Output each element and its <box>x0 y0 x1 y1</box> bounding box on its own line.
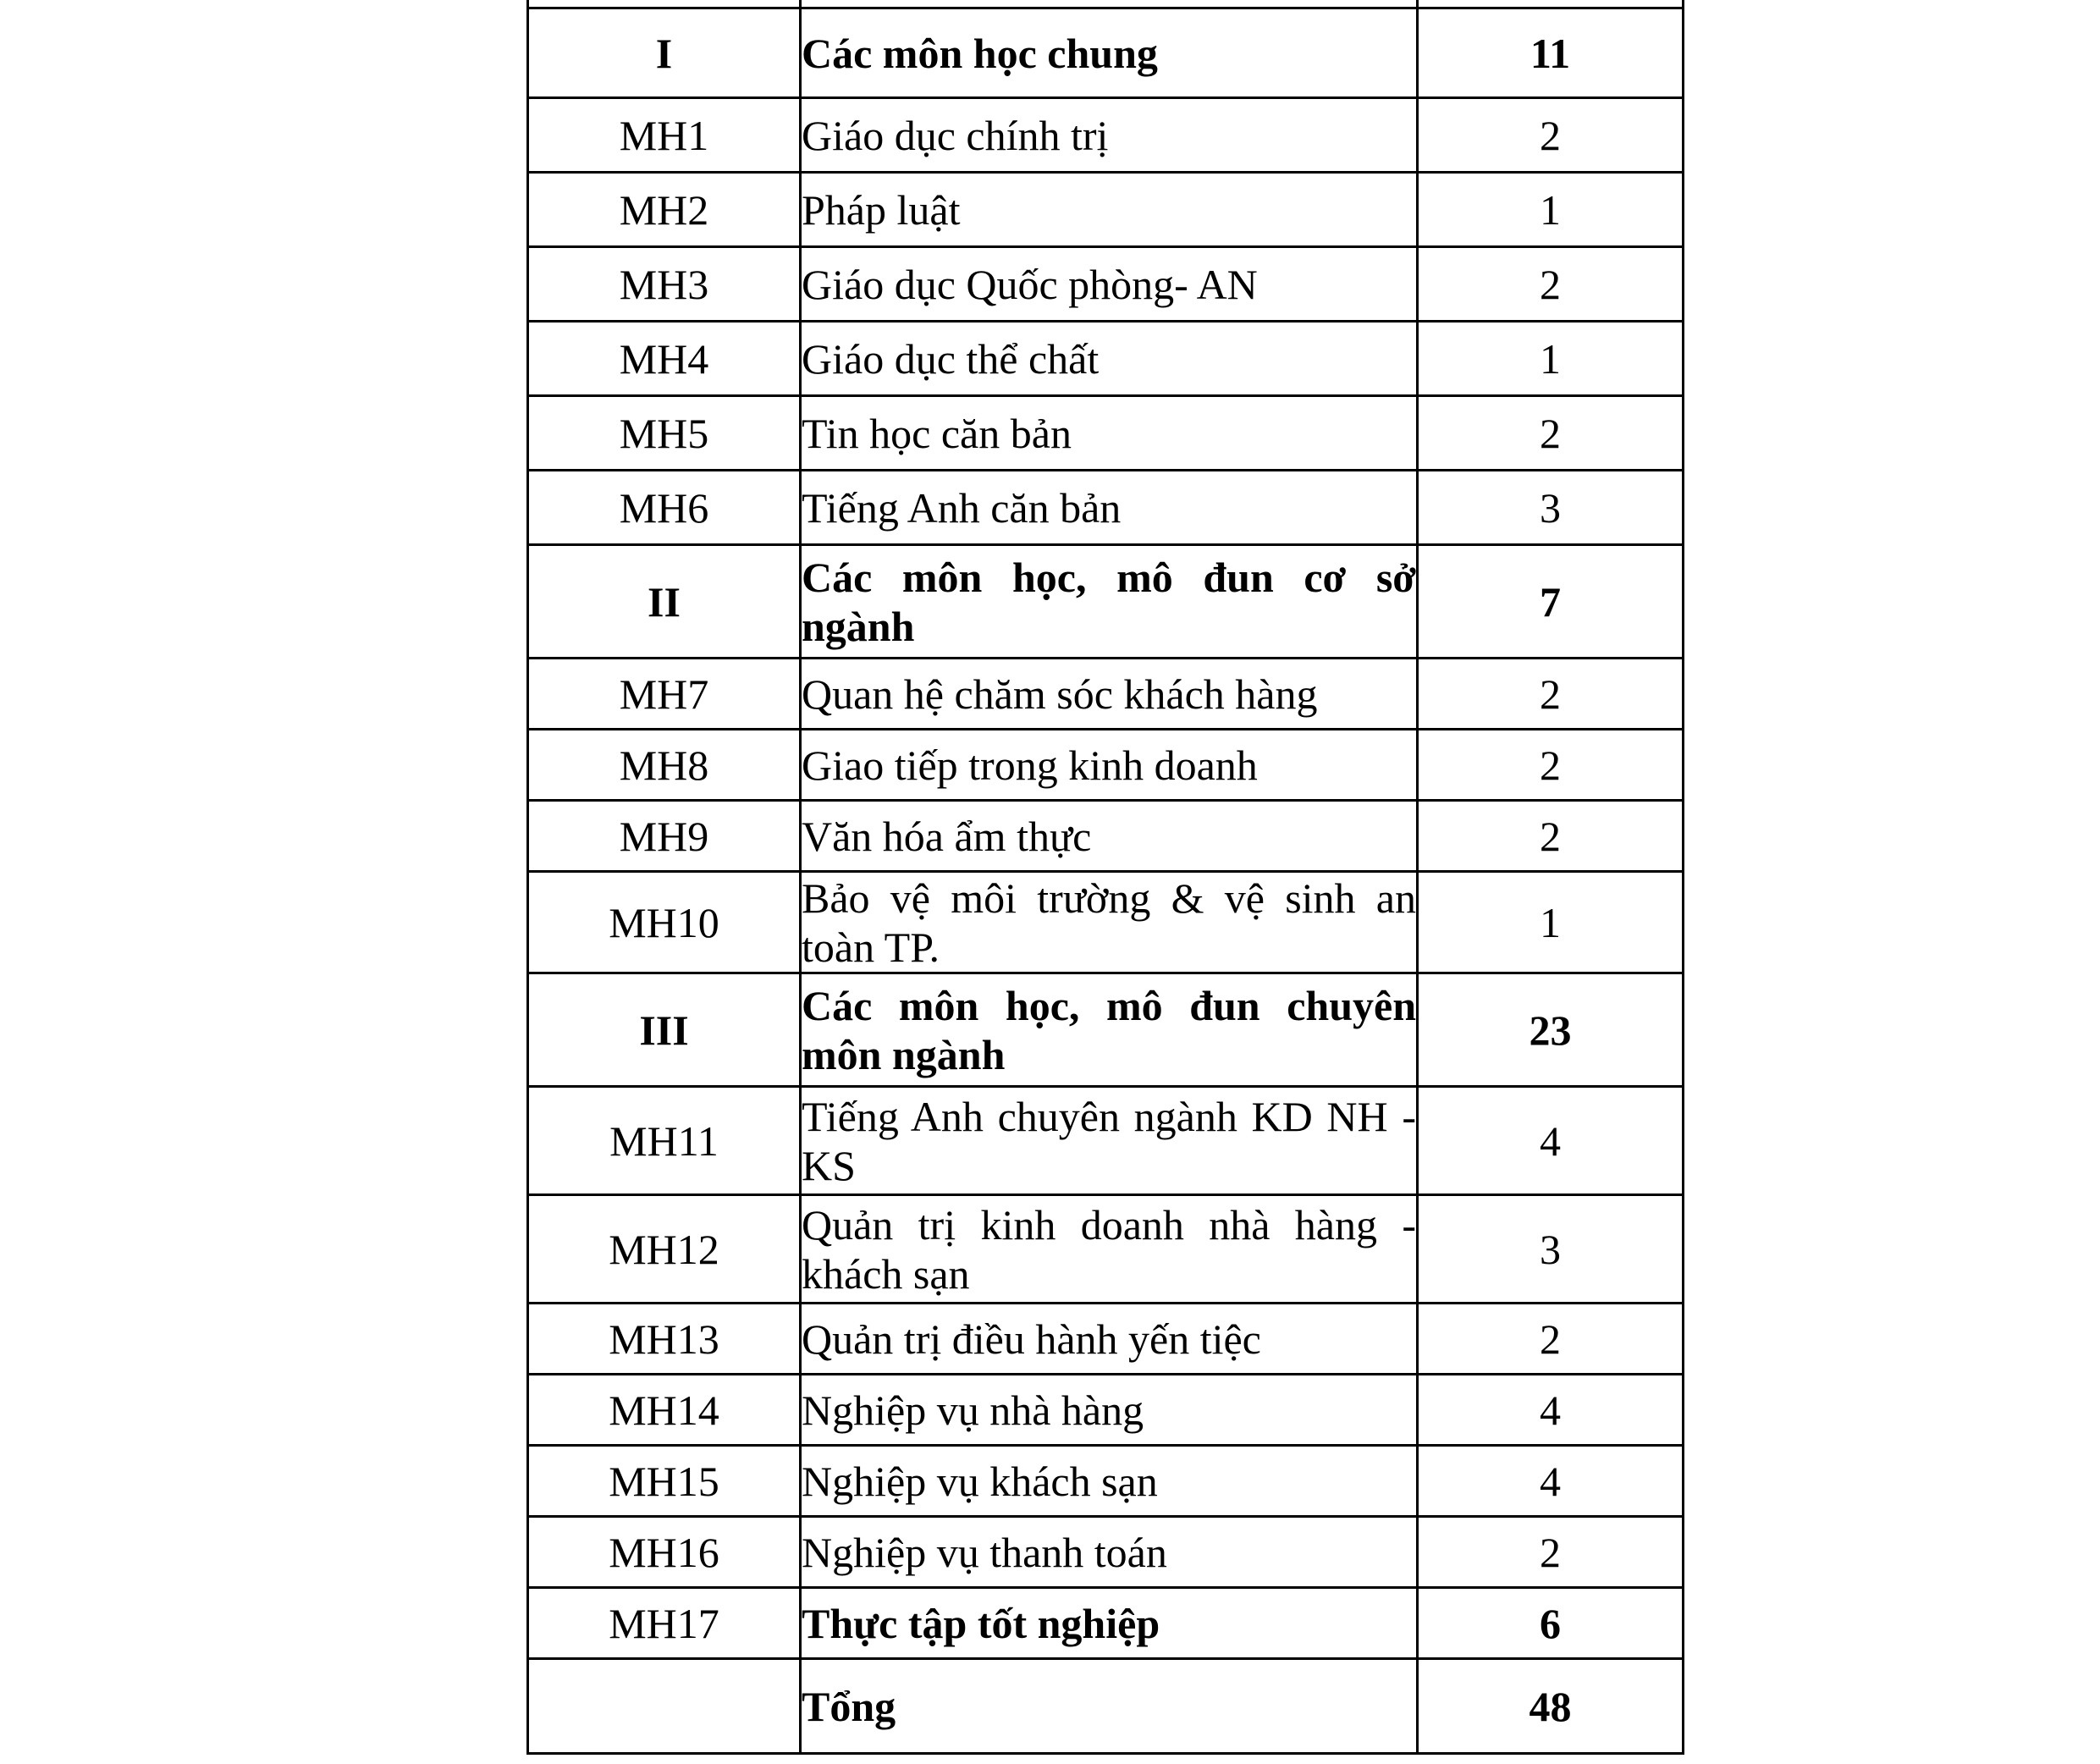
group-credits: 7 <box>1418 545 1684 659</box>
table-row <box>528 247 1684 322</box>
row-code: MH7 <box>528 659 801 730</box>
row-name: Nghiệp vụ thanh toán <box>801 1517 1418 1588</box>
group-row-i <box>528 8 1684 98</box>
row-code: MH4 <box>528 322 801 396</box>
row-name: Quan hệ chăm sóc khách hàng <box>801 659 1418 730</box>
table-row <box>528 98 1684 173</box>
row-credits: 2 <box>1418 247 1684 322</box>
row-name: Giáo dục chính trị <box>801 98 1418 173</box>
curriculum-table <box>526 0 1684 1755</box>
row-name: Giao tiếp trong kinh doanh <box>801 730 1418 801</box>
group-row-ii <box>528 545 1684 659</box>
row-code: MH17 <box>528 1588 801 1659</box>
row-credits: 3 <box>1418 1195 1684 1304</box>
row-credits: 2 <box>1418 1304 1684 1375</box>
group-credits: 23 <box>1418 973 1684 1087</box>
row-code <box>528 0 801 8</box>
row-code: MH3 <box>528 247 801 322</box>
group-code: III <box>528 973 801 1087</box>
row-code: MH11 <box>528 1087 801 1195</box>
row-credits: 2 <box>1418 1517 1684 1588</box>
row-code: MH6 <box>528 471 801 545</box>
table-row <box>528 1375 1684 1446</box>
row-name: Tiếng Anh căn bản <box>801 471 1418 545</box>
group-row-iii <box>528 973 1684 1087</box>
row-code: MH16 <box>528 1517 801 1588</box>
row-credits: 3 <box>1418 471 1684 545</box>
row-code: MH1 <box>528 98 801 173</box>
row-credits: 2 <box>1418 396 1684 471</box>
row-name: Thực tập tốt nghiệp <box>801 1588 1418 1659</box>
row-name: Pháp luật <box>801 173 1418 247</box>
row-code: MH10 <box>528 872 801 973</box>
table-row <box>528 471 1684 545</box>
table-row <box>528 173 1684 247</box>
row-credits: 4 <box>1418 1375 1684 1446</box>
table-row <box>528 396 1684 471</box>
table-row <box>528 1517 1684 1588</box>
row-code: MH15 <box>528 1446 801 1517</box>
row-credits: 4 <box>1418 1087 1684 1195</box>
total-code <box>528 1659 801 1754</box>
table-row <box>528 1087 1684 1195</box>
row-credits: 1 <box>1418 173 1684 247</box>
row-name: Quản trị điều hành yến tiệc <box>801 1304 1418 1375</box>
row-credits: 1 <box>1418 322 1684 396</box>
row-credits: 1 <box>1418 872 1684 973</box>
table-row <box>528 659 1684 730</box>
row-name <box>801 0 1418 8</box>
table-row <box>528 1446 1684 1517</box>
row-code: MH13 <box>528 1304 801 1375</box>
table-row <box>528 730 1684 801</box>
row-code: MH9 <box>528 801 801 872</box>
table-row <box>528 1304 1684 1375</box>
row-code: MH8 <box>528 730 801 801</box>
row-credits: 6 <box>1418 1588 1684 1659</box>
group-credits: 11 <box>1418 8 1684 98</box>
row-name: Giáo dục Quốc phòng- AN <box>801 247 1418 322</box>
total-credits: 48 <box>1418 1659 1684 1754</box>
row-name: Quản trị kinh doanh nhà hàng - khách sạn <box>801 1195 1418 1304</box>
row-name: Bảo vệ môi trường & vệ sinh an toàn TP. <box>801 872 1418 973</box>
row-credits: 4 <box>1418 1446 1684 1517</box>
group-code: I <box>528 8 801 98</box>
row-name: Nghiệp vụ khách sạn <box>801 1446 1418 1517</box>
table-row <box>528 322 1684 396</box>
group-name: Các môn học, mô đun cơ sở ngành <box>801 545 1418 659</box>
table-row <box>528 1195 1684 1304</box>
row-code: MH5 <box>528 396 801 471</box>
row-name: Tin học căn bản <box>801 396 1418 471</box>
table-row <box>528 801 1684 872</box>
total-label: Tổng <box>801 1659 1418 1754</box>
table-row <box>528 872 1684 973</box>
curriculum-sheet <box>526 0 1682 1755</box>
row-credits <box>1418 0 1684 8</box>
row-code: MH12 <box>528 1195 801 1304</box>
row-credits: 2 <box>1418 98 1684 173</box>
table-row-stub <box>528 0 1684 8</box>
internship-row <box>528 1588 1684 1659</box>
row-name: Văn hóa ẩm thực <box>801 801 1418 872</box>
group-name: Các môn học, mô đun chuyên môn ngành <box>801 973 1418 1087</box>
row-name: Nghiệp vụ nhà hàng <box>801 1375 1418 1446</box>
row-name: Tiếng Anh chuyên ngành KD NH - KS <box>801 1087 1418 1195</box>
group-code: II <box>528 545 801 659</box>
row-credits: 2 <box>1418 730 1684 801</box>
row-credits: 2 <box>1418 801 1684 872</box>
group-name: Các môn học chung <box>801 8 1418 98</box>
row-code: MH2 <box>528 173 801 247</box>
total-row <box>528 1659 1684 1754</box>
row-name: Giáo dục thể chất <box>801 322 1418 396</box>
row-code: MH14 <box>528 1375 801 1446</box>
row-credits: 2 <box>1418 659 1684 730</box>
